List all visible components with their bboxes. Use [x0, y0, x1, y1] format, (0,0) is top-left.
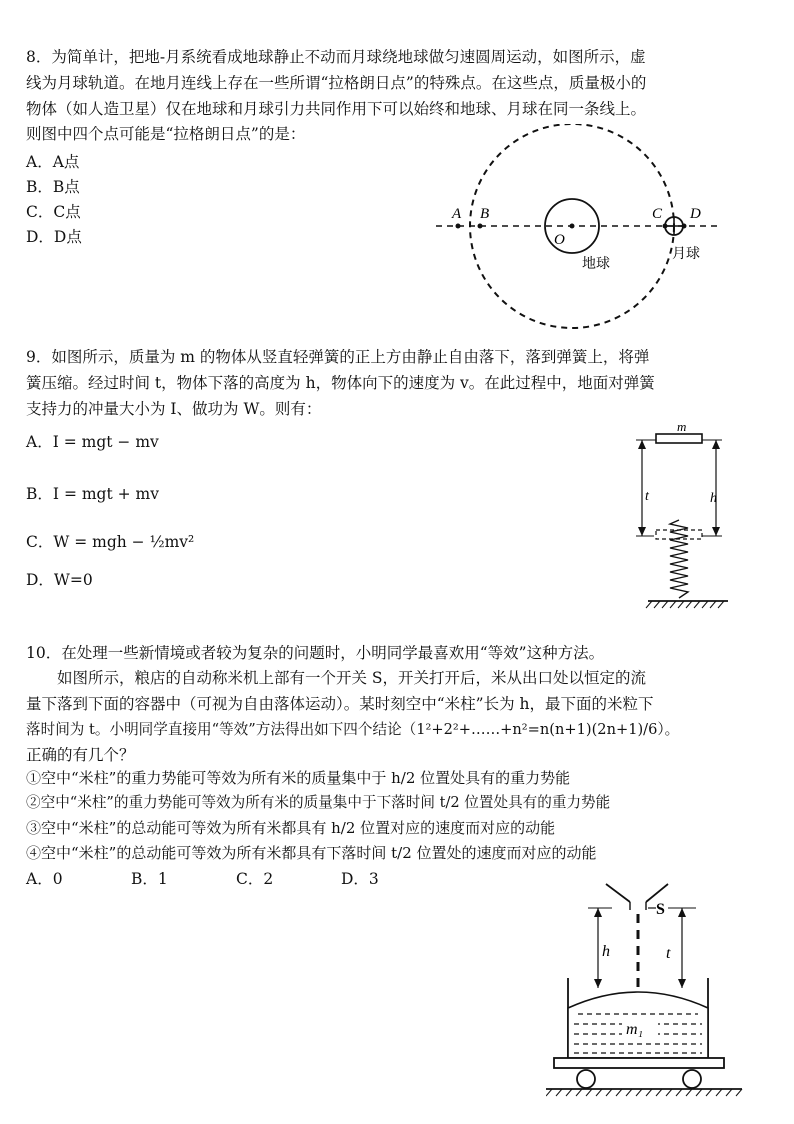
time-label: t [645, 489, 649, 504]
q10-choice-c: C．2 [236, 870, 274, 888]
label-a: A [452, 206, 462, 222]
q8-orbit-figure [432, 124, 732, 332]
switch-label: S [656, 901, 665, 918]
scale-platform [554, 1058, 724, 1068]
q10-line-5: 正确的有几个？ [26, 746, 135, 764]
q10-conclusion-3: ③空中“米柱”的总动能可等效为所有米都具有 h/2 位置对应的速度而对应的动能 [26, 819, 556, 837]
label-b: B [480, 206, 490, 222]
q10-line-1: 10．在处理一些新情境或者较为复杂的问题时，小明同学最喜欢用“等效”这种方法。 [26, 644, 605, 662]
q10-line-2: 如图所示，粮店的自动称米机上部有一个开关 S，开关打开后，米从出口处以恒定的流 [26, 669, 647, 687]
q9-option-a: A．I = mgt − mv [26, 433, 159, 451]
q8-line-4: 则图中四个点可能是“拉格朗日点”的是： [26, 125, 306, 143]
mass-block [656, 434, 702, 443]
q10-line-4: 落时间为 t。小明同学直接用“等效”方法得出如下四个结论（1²+2²+……+n²=n(n+1)(2n+1)/6）。 [26, 721, 680, 738]
time-label: t [666, 945, 671, 962]
spring [670, 520, 688, 598]
q10-rice-scale-figure [546, 880, 746, 1105]
point-a-dot [456, 224, 461, 229]
point-b-dot [478, 224, 483, 229]
q10-choice-b: B．1 [131, 870, 168, 888]
point-c-dot [663, 224, 668, 229]
earth-center-dot [570, 224, 575, 229]
q10-choice-a: A．0 [26, 870, 63, 888]
mass-label: m₁ [626, 1021, 644, 1038]
q8-option-a: A．A点 [26, 153, 80, 171]
q10-choice-d: D．3 [341, 870, 379, 888]
mass-label: m [677, 420, 687, 434]
q8-option-d: D．D点 [26, 228, 82, 246]
height-label: h [602, 943, 610, 960]
q10-line-3: 量下落到下面的容器中（可视为自由落体运动）。某时刻空中“米柱”长为 h，最下面的米粒下 [26, 695, 654, 713]
label-o: O [554, 232, 565, 248]
wheel-left [577, 1070, 595, 1088]
q9-line-3: 支持力的冲量大小为 I、做功为 W。则有： [26, 400, 322, 418]
q9-option-d: D．W=0 [26, 571, 93, 589]
q10-choices [26, 866, 379, 892]
q8-line-3: 物体（如人造卫星）仅在地球和月球引力共同作用下可以始终和地球、月球在同一条线上。 [26, 100, 647, 118]
label-earth: 地球 [582, 257, 610, 272]
label-moon: 月球 [672, 247, 700, 262]
q9-spring-figure [628, 420, 738, 612]
wheel-right [683, 1070, 701, 1088]
q8-option-c: C．C点 [26, 203, 81, 221]
q8-line-1: 8．为简单计，把地-月系统看成地球静止不动而月球绕地球做匀速圆周运动，如图所示，虚 [26, 48, 646, 66]
q9-option-c: C．W = mgh − ½mv² [26, 533, 195, 551]
q9-line-1: 9．如图所示，质量为 m 的物体从竖直轻弹簧的正上方由静止自由落下，落到弹簧上，将弹 [26, 348, 650, 366]
q10-conclusion-1: ①空中“米柱”的重力势能可等效为所有米的质量集中于 h/2 位置处具有的重力势能 [26, 769, 571, 787]
q8-option-b: B．B点 [26, 178, 80, 196]
q8-line-2: 线为月球轨道。在地月连线上存在一些所谓“拉格朗日点”的特殊点。在这些点，质量极小的 [26, 74, 647, 92]
q9-option-b: B．I = mgt + mv [26, 485, 159, 503]
label-c: C [652, 206, 663, 222]
height-label: h [710, 491, 717, 506]
q9-line-2: 簧压缩。经过时间 t，物体下落的高度为 h，物体向下的速度为 v。在此过程中，地面对弹簧 [26, 374, 655, 392]
q10-conclusion-4: ④空中“米柱”的总动能可等效为所有米都具有下落时间 t/2 位置处的速度而对应的动能 [26, 844, 597, 862]
label-d: D [690, 206, 701, 222]
q10-conclusion-2: ②空中“米柱”的重力势能可等效为所有米的质量集中于下落时间 t/2 位置处具有的重力势能 [26, 794, 611, 811]
point-d-dot [682, 224, 687, 229]
